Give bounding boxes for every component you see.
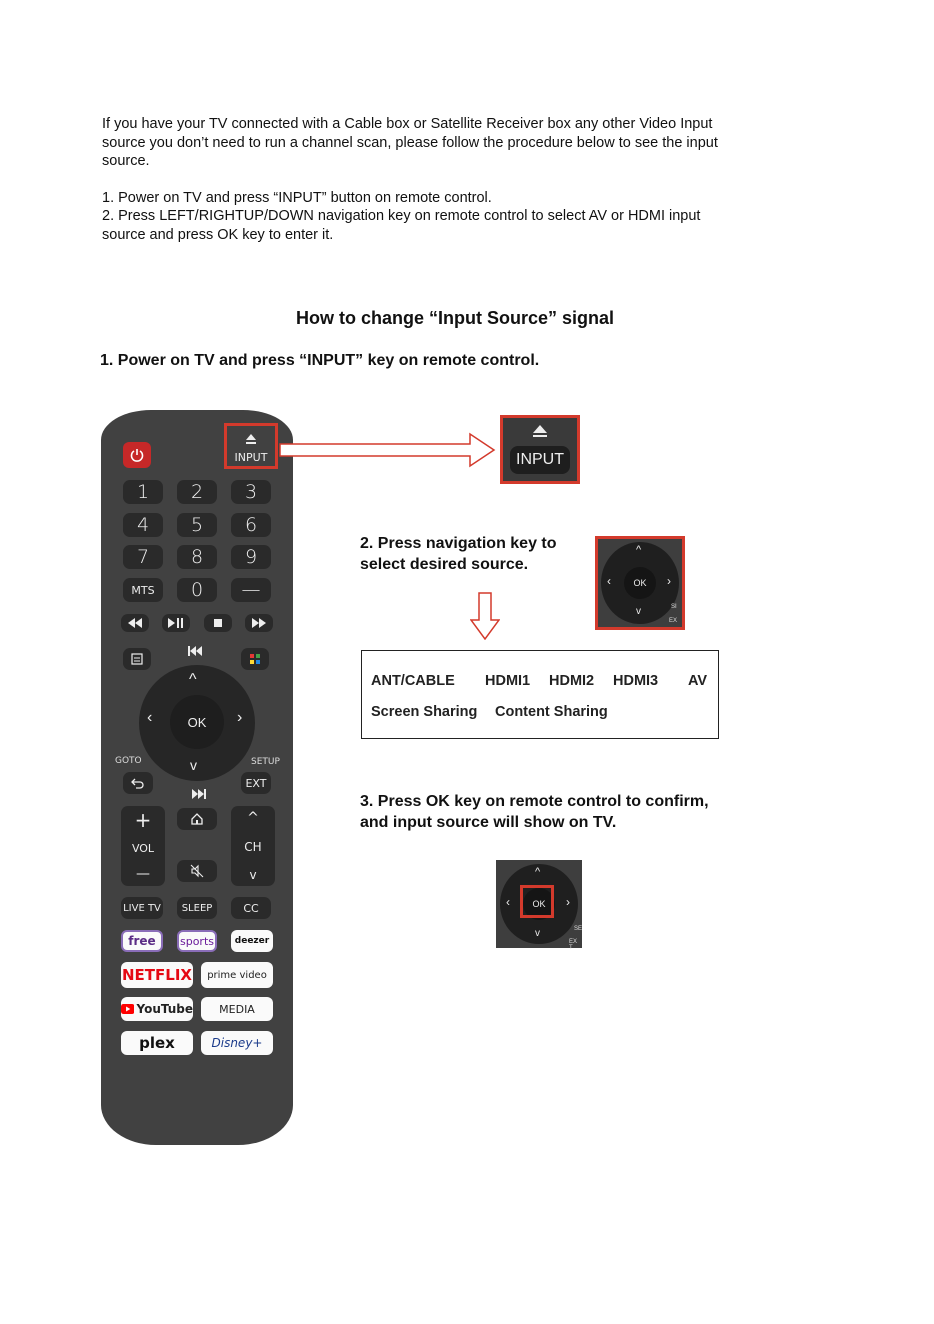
menu-icon — [131, 653, 143, 665]
input-highlight-box — [224, 423, 278, 469]
youtube-label: YouTube — [136, 1002, 193, 1016]
guide-step-1: 1. Power on TV and press “INPUT” key on remote control. — [100, 352, 540, 369]
rewind-icon — [128, 618, 142, 628]
goto-label: GOTO — [115, 756, 142, 766]
arrow-right-icon — [278, 432, 498, 468]
skip-back-icon — [187, 645, 203, 657]
home-icon — [190, 812, 204, 826]
navigation-zoom-side-text: SI — [671, 604, 677, 610]
volume-rocker[interactable] — [121, 806, 165, 886]
guide-step-2-line-1: 2. Press navigation key to — [360, 535, 557, 552]
input-zoom-highlight — [500, 415, 580, 484]
play-pause-icon — [168, 618, 184, 628]
home-button[interactable] — [177, 808, 217, 830]
guide-step-3 — [360, 791, 709, 833]
youtube-play-icon — [121, 1003, 134, 1015]
guide-step-3-line-1: 3. Press OK key on remote control to confirm, — [360, 793, 709, 810]
source-content-sharing[interactable]: Content Sharing — [495, 704, 608, 720]
ok-zoom-label: OK — [523, 888, 555, 920]
stop-icon — [213, 618, 223, 628]
arrow-right-icon: › — [237, 709, 243, 726]
arrow-down-icon: v — [535, 928, 540, 939]
arrow-down-icon: v — [636, 606, 641, 617]
intro-line-2: source you don’t need to run a channel scan, please follow the procedure below to see the input — [102, 134, 718, 151]
arrow-up-icon: ^ — [535, 866, 541, 878]
fast-forward-button[interactable] — [245, 614, 273, 632]
intro-step-1: 1. Power on TV and press “INPUT” button on remote control. — [102, 189, 492, 206]
digit-4-button[interactable]: 4 — [123, 513, 163, 537]
live-tv-button[interactable]: LIVE TV — [121, 897, 163, 919]
source-screen-sharing[interactable]: Screen Sharing — [371, 704, 478, 720]
mts-button[interactable]: MTS — [123, 578, 163, 602]
skip-forward-button[interactable] — [191, 787, 207, 805]
volume-down-label[interactable]: — — [136, 866, 150, 882]
intro-line-3: source. — [102, 153, 150, 169]
menu-button[interactable] — [123, 648, 151, 670]
cc-button[interactable]: CC — [231, 897, 271, 919]
arrow-left-icon: ‹ — [607, 574, 611, 588]
fast-forward-icon — [252, 618, 266, 628]
input-zoom-label: INPUT — [510, 446, 570, 474]
channel-up-icon[interactable]: ^ — [247, 810, 259, 826]
navigation-zoom-corner-text: EX — [669, 618, 678, 624]
arrow-right-icon: › — [566, 895, 570, 909]
media-button[interactable]: MEDIA — [201, 997, 273, 1021]
ok-button[interactable]: OK — [170, 695, 224, 749]
mute-button[interactable] — [177, 860, 217, 882]
digit-0-button[interactable]: 0 — [177, 578, 217, 602]
source-list-box — [361, 650, 719, 739]
arrow-left-icon: ‹ — [506, 895, 510, 909]
ok-zoom-corner-text: EX T — [569, 939, 578, 951]
skip-back-button[interactable] — [187, 644, 203, 662]
apps-icon — [249, 653, 261, 665]
dash-button[interactable]: — — [231, 578, 271, 602]
back-button[interactable] — [123, 772, 153, 794]
guide-step-2 — [360, 533, 557, 575]
source-hdmi2[interactable]: HDMI2 — [549, 673, 595, 689]
mute-icon — [190, 864, 204, 878]
digit-6-button[interactable]: 6 — [231, 513, 271, 537]
channel-rocker[interactable] — [231, 806, 275, 886]
intro-line-1: If you have your TV connected with a Cable box or Satellite Receiver box any other Video Input — [102, 116, 713, 132]
guide-title: How to change “Input Source” signal — [295, 308, 615, 328]
ext-button[interactable]: EXT — [241, 772, 271, 794]
disney-plus-button[interactable]: Disney+ — [201, 1031, 273, 1055]
guide-step-3-line-2: and input source will show on TV. — [360, 814, 617, 831]
back-icon — [131, 777, 145, 789]
setup-label: SETUP — [251, 757, 280, 767]
source-hdmi3[interactable]: HDMI3 — [613, 673, 659, 689]
guide-step-2-line-2: select desired source. — [360, 556, 529, 573]
navigation-ring[interactable] — [139, 665, 255, 781]
ok-highlight-box — [520, 885, 554, 918]
apps-button[interactable] — [241, 648, 269, 670]
prime-video-button[interactable]: prime video — [201, 962, 273, 988]
digit-3-button[interactable]: 3 — [231, 480, 271, 504]
arrow-up-icon: ^ — [636, 544, 642, 556]
deezer-button[interactable]: deezer — [231, 930, 273, 952]
power-button[interactable] — [123, 442, 151, 468]
arrow-left-icon: ‹ — [147, 709, 153, 726]
source-hdmi1[interactable]: HDMI1 — [485, 673, 531, 689]
intro-step-2-line-1: 2. Press LEFT/RIGHTUP/DOWN navigation key on remote control to select AV or HDMI input — [102, 208, 701, 224]
ch-label: CH — [244, 840, 262, 854]
skip-forward-icon — [191, 788, 207, 800]
power-icon — [129, 447, 145, 463]
arrow-down-icon: v — [190, 757, 197, 773]
sleep-button[interactable]: SLEEP — [177, 897, 217, 919]
navigation-zoom-ok: OK — [624, 567, 656, 599]
arrow-down-icon — [470, 592, 500, 640]
play-pause-button[interactable] — [162, 614, 190, 632]
digit-9-button[interactable]: 9 — [231, 545, 271, 569]
digit-5-button[interactable]: 5 — [177, 513, 217, 537]
digit-8-button[interactable]: 8 — [177, 545, 217, 569]
ok-zoom-side-text: SE — [574, 926, 583, 932]
intro-step-2-line-2: source and press OK key to enter it. — [102, 226, 334, 243]
youtube-button[interactable] — [121, 997, 193, 1021]
plex-button[interactable]: plex — [121, 1031, 193, 1055]
arrow-up-icon: ^ — [189, 671, 197, 688]
source-av[interactable]: AV — [688, 673, 708, 689]
channel-down-icon[interactable]: v — [249, 868, 257, 882]
source-ant-cable[interactable]: ANT/CABLE — [371, 673, 455, 689]
stop-button[interactable] — [204, 614, 232, 632]
volume-up-label[interactable]: + — [134, 808, 152, 832]
netflix-button[interactable]: NETFLIX — [121, 962, 193, 988]
digit-2-button[interactable]: 2 — [177, 480, 217, 504]
input-button-label: INPUT — [234, 451, 268, 464]
digit-7-button[interactable]: 7 — [123, 545, 163, 569]
intro-text — [102, 115, 822, 244]
arrow-right-icon: › — [667, 574, 671, 588]
sports-button[interactable]: sports — [177, 930, 217, 952]
rewind-button[interactable] — [121, 614, 149, 632]
vol-label: VOL — [131, 841, 155, 855]
digit-1-button[interactable]: 1 — [123, 480, 163, 504]
navigation-zoom-highlight — [595, 536, 685, 630]
remote-control — [101, 410, 293, 1145]
free-button[interactable]: free — [121, 930, 163, 952]
